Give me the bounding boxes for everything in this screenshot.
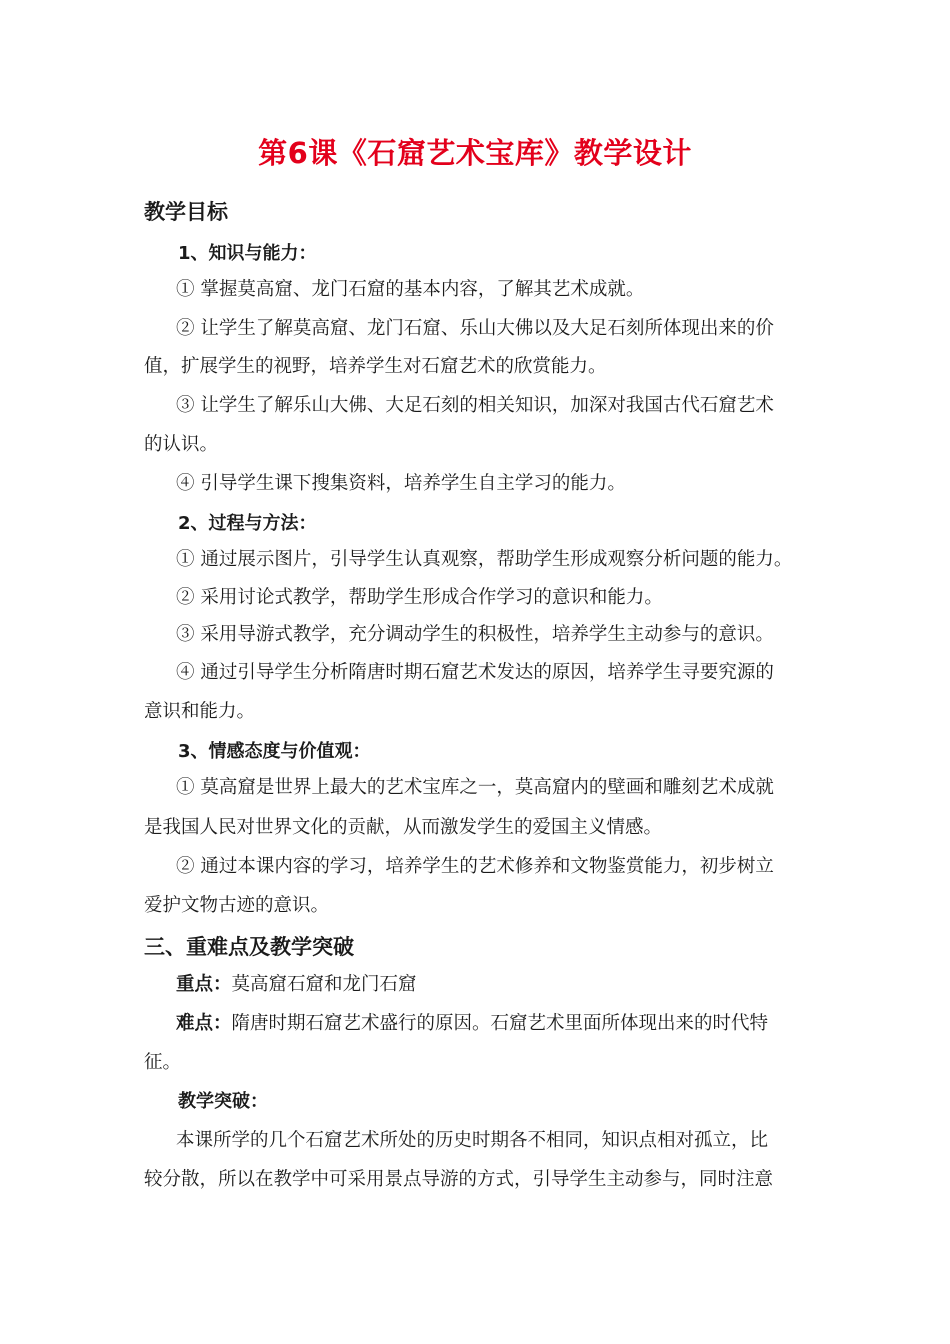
difficulty-text: 隋唐时期石窟艺术盛行的原因。石窟艺术里面所体现出来的时代特 [231, 1013, 769, 1034]
section-heading-teaching-goals: 教学目标 [144, 200, 228, 224]
section-heading-key-difficult-points: 三、重难点及教学突破 [144, 935, 354, 959]
paragraph-line: 的认识。 [144, 434, 219, 455]
paragraph-line: ③ 采用导游式教学，充分调动学生的积极性，培养学生主动参与的意识。 [176, 624, 774, 645]
paragraph-line: ② 通过本课内容的学习，培养学生的艺术修养和文物鉴赏能力，初步树立 [176, 856, 774, 877]
paragraph-line: ④ 通过引导学生分析隋唐时期石窟艺术发达的原因，培养学生寻要究源的 [176, 662, 774, 683]
paragraph-line: 较分散，所以在教学中可采用景点导游的方式，引导学生主动参与，同时注意 [144, 1169, 774, 1190]
key-point-line [176, 970, 417, 996]
document-title: 第6课《石窟艺术宝库》教学设计 [258, 136, 692, 170]
paragraph-line: ④ 引导学生课下搜集资料，培养学生自主学习的能力。 [176, 473, 626, 494]
paragraph-line: ① 莫高窟是世界上最大的艺术宝库之一，莫高窟内的壁画和雕刻艺术成就 [176, 777, 774, 798]
subheading-process-method: 2、过程与方法： [178, 513, 317, 534]
paragraph-line: 意识和能力。 [144, 701, 256, 722]
subheading-teaching-breakthrough: 教学突破： [178, 1091, 268, 1112]
subheading-emotion-values: 3、情感态度与价值观： [178, 741, 371, 762]
paragraph-line: 值，扩展学生的视野，培养学生对石窟艺术的欣赏能力。 [144, 356, 607, 377]
paragraph-line: ① 掌握莫高窟、龙门石窟的基本内容，了解其艺术成就。 [176, 279, 645, 300]
difficulty-line [176, 1009, 768, 1035]
paragraph-line: 是我国人民对世界文化的贡献，从而激发学生的爱国主义情感。 [144, 817, 663, 838]
paragraph-line: ③ 让学生了解乐山大佛、大足石刻的相关知识，加深对我国古代石窟艺术 [176, 395, 774, 416]
key-point-label: 重点： [176, 974, 232, 995]
paragraph-line: 征。 [144, 1052, 182, 1073]
paragraph-line: 本课所学的几个石窟艺术所处的历史时期各不相同，知识点相对孤立，比 [176, 1130, 769, 1151]
paragraph-line: ② 让学生了解莫高窟、龙门石窟、乐山大佛以及大足石刻所体现出来的价 [176, 318, 774, 339]
subheading-knowledge-ability: 1、知识与能力： [178, 243, 317, 264]
paragraph-line: ② 采用讨论式教学，帮助学生形成合作学习的意识和能力。 [176, 587, 663, 608]
difficulty-label: 难点： [176, 1013, 232, 1034]
paragraph-line: ① 通过展示图片，引导学生认真观察，帮助学生形成观察分析问题的能力。 [176, 549, 793, 570]
key-point-text: 莫高窟石窟和龙门石窟 [231, 974, 417, 995]
paragraph-line: 爱护文物古迹的意识。 [144, 895, 330, 916]
